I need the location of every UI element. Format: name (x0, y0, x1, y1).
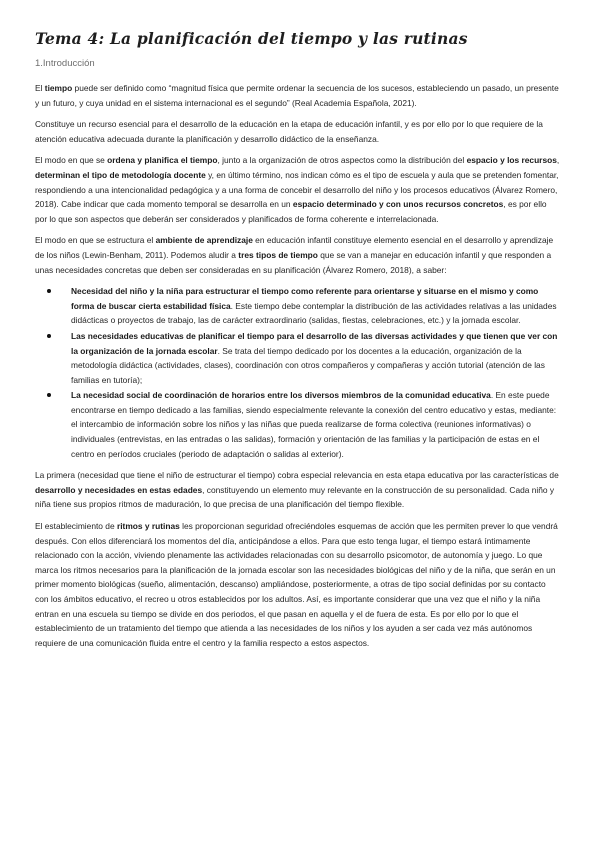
paragraph-4 (35, 233, 561, 277)
bullet-icon (47, 334, 51, 338)
bullet-list (35, 284, 561, 461)
text-run: El establecimiento de (35, 521, 117, 532)
bold-text: ambiente de aprendizaje (155, 235, 253, 246)
text-run: les proporcionan seguridad ofreciéndoles esquemas de acción que les permiten prever lo que vendrá después. Con ellos diferenciará los momentos del día, anticipándose a ellos. Para que esto tenga lugar, el tiempo estará íntimamente relacionado con la acción, viviendo plenamente las actividades relacionadas con su desarrollo psicomotor, de autonomía y juego. Lo que marca los ritmos necesarios para la planificación de la jornada escolar son las necesidades biológicas del niño y de la niña, que serán en un primer momento biológicas (sueño, alimentación, descanso) ampliándose, posteriormente, a otras de tipo social definidas por su contacto con los ámbitos educativo, el recreo u otros establecidos por los adultos. Así, es importante considerar que una vez que el niño y la niña entran en una escuela su tiempo se divide en dos periodos, el que pasan en aquella y el de fuera de esta. Es por ello por lo que el establecimiento de un tratamiento del tiempo que atienda a las necesidades de los niños y los ayuden a ser cada vez más autónomos requiere de una comunicación fluida entre el centro y la familia respecto a estos aspectos. (35, 521, 558, 648)
text-run: y, en último término, nos indican cómo es el tipo de escuela y aula que se pretenden fomentar, respondiendo a una intencionalidad pedagógica y a una forma de concebir el desarrollo del niño y los procesos educativos (Álvarez Romero, 2018). Cabe indicar que cada momento temporal se desarrolla en un (35, 169, 559, 210)
text-run: , es por ello por lo que son aspectos que deberán ser considerados y planificados de forma coherente e interrelacionada. (35, 199, 547, 224)
text-run: , constituyendo un elemento muy relevante en la construcción de su personalidad. Cada niño y niña tiene sus propios ritmos de maduración, lo que precisa de una planificación del tiempo flexible. (35, 484, 555, 510)
text-run: . Este tiempo debe contemplar la distribución de las actividades relativas a las unidades didácticas o proyectos de trabajo, las de carácter extraordinario (salidas, fiestas, celebraciones, etc.) y la jornada escolar. (71, 300, 557, 326)
bold-text: tres tipos de tiempo (238, 249, 318, 260)
text-run: . Se trata del tiempo dedicado por los docentes a la educación, organización de la metodología didáctica (actividades, clases), coordinación con otros compañeros y compañeras y acción tutorial (atención de las familias en tutoría); (71, 345, 545, 385)
text-run: El (35, 83, 45, 93)
text-run: puede ser definido como “magnitud física que permite ordenar la secuencia de los sucesos, estableciendo un pasado, un presente y un futuro, y cuya unidad en el sistema internacional es el segundo” (Real Academia Española, 2021). (35, 83, 559, 108)
page-title: Tema 4: La planificación del tiempo y las rutinas (35, 29, 468, 48)
text-run: El modo en que se (35, 155, 108, 166)
text-run: , junto a la organización de otros aspectos como la distribución del (217, 155, 467, 166)
text-run: que se van a manejar en educación infantil y que responden a unas necesidades concretas que deben ser consideradas en su planificación (Álvarez Romero, 2018), a saber: (35, 249, 552, 275)
paragraph-5 (35, 468, 561, 512)
text-run: La primera (necesidad que tiene el niño de estructurar el tiempo) cobra especial relevancia en esta etapa educativa por las características de (35, 470, 559, 481)
section-heading: 1.Introducción (35, 58, 95, 69)
list-item-2 (71, 329, 561, 387)
text-run: , (556, 155, 560, 166)
bold-text: ordena y planifica el tiempo (107, 155, 218, 166)
text-run: en educación infantil constituye elemento esencial en el desarrollo y aprendizaje de los niños (Lewin-Benham, 2011). Podemos aludir a (35, 235, 554, 260)
bold-text: tiempo (44, 83, 73, 93)
bold-text: determinan el tipo de metodología docente (35, 169, 206, 180)
list-item-text (71, 390, 556, 458)
list-item-text (71, 331, 557, 385)
list-item-text (71, 286, 557, 325)
paragraph-6 (35, 519, 561, 650)
list-item-1 (71, 284, 561, 328)
bold-text: ritmos y rutinas (116, 521, 180, 532)
text-run: . En este puede encontrarse en tiempo dedicado a las familias, siendo especialmente relevante la conexión del centro educativo y estas, mediante: el intercambio de información sobre los niños y las niñas que pueda realizarse de forma colectiva (reuniones informativas) o individuales (entrevistas, en las entradas o las salidas), formación y orientación de las familias y la participación de estas en el centro en períodos cruciales (periodo de adaptación o salidas al exterior). (71, 390, 557, 459)
paragraph-1 (35, 81, 561, 110)
bold-text: Las necesidades educativas de planificar el tiempo para el desarrollo de las diversas actividades y que tienen que ver con la organización de la jornada escolar (71, 330, 558, 356)
bullet-icon (47, 393, 51, 397)
bullet-icon (47, 289, 51, 293)
text-run: Constituye un recurso esencial para el desarrollo de la educación en la etapa de educación infantil, y es por ello por lo que requiere de la atención educativa adecuada durante la planificación y desarrollo didáctico de la enseñanza. (35, 119, 543, 144)
paragraph-2 (35, 117, 561, 146)
list-item-3 (71, 388, 561, 461)
bold-text: Necesidad del niño y la niña para estructurar el tiempo como referente para orientarse y situarse en el mismo y como forma de buscar cierta estabilidad física (71, 286, 539, 311)
paragraph-3 (35, 153, 561, 226)
bold-text: espacio y los recursos (466, 155, 557, 166)
bold-text: La necesidad social de coordinación de horarios entre los diversos miembros de la comunidad educativa (71, 390, 491, 401)
bold-text: desarrollo y necesidades en estas edades (35, 484, 203, 495)
bold-text: espacio determinado y con unos recursos concretos (292, 199, 504, 210)
text-run: El modo en que se estructura el (35, 235, 156, 246)
